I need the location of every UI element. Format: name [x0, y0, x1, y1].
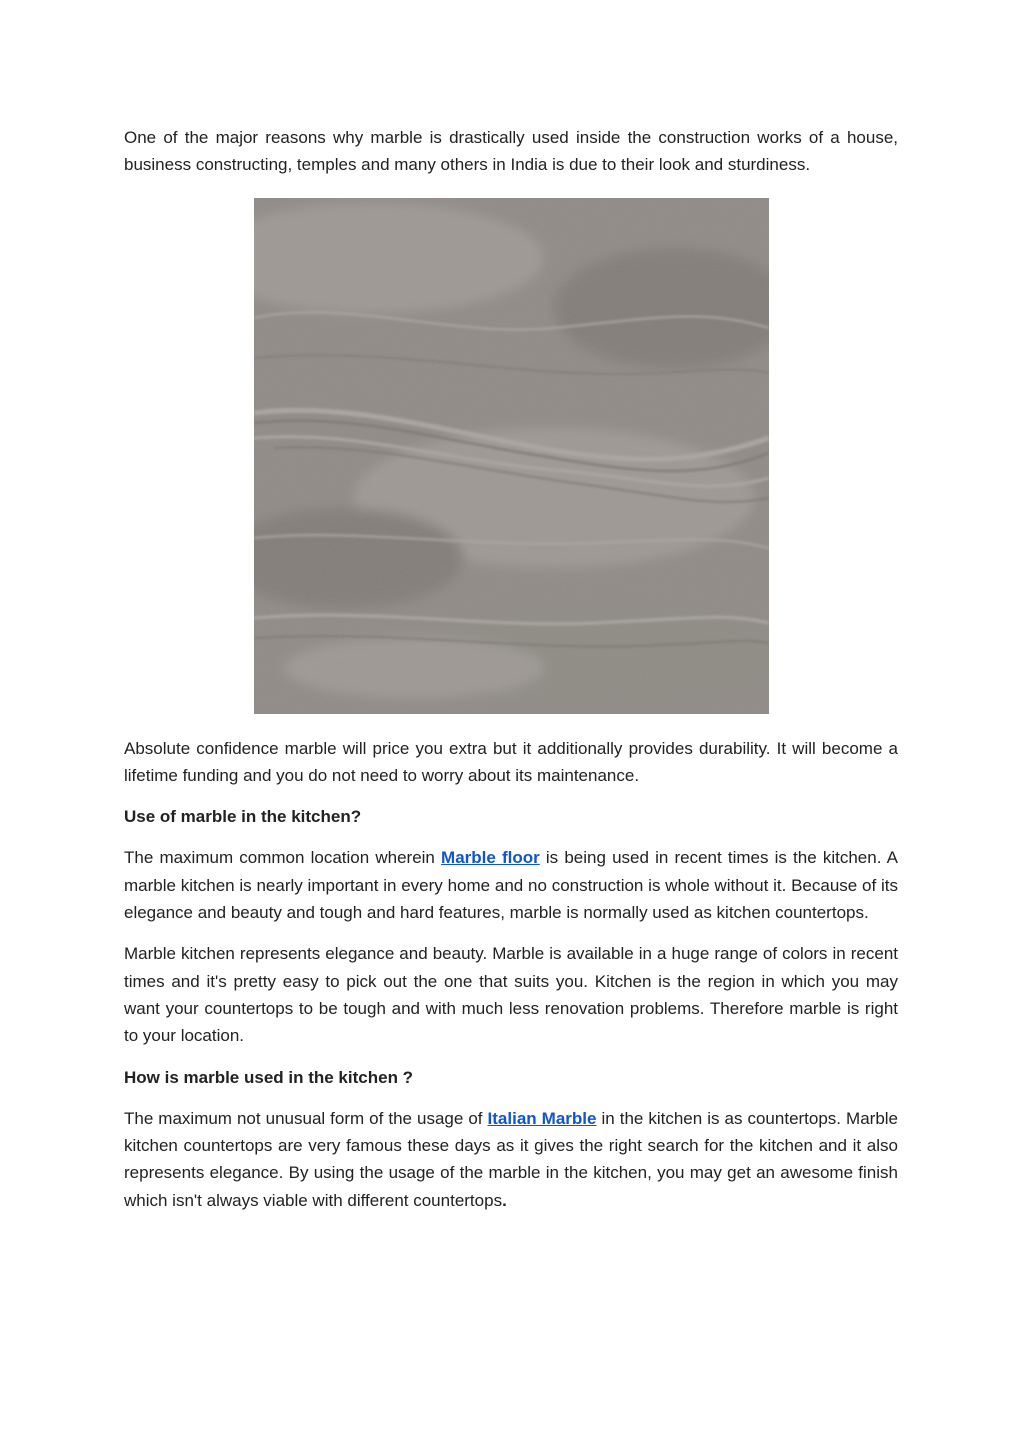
- marble-texture-svg: [254, 198, 769, 714]
- heading-marble-in-kitchen: [124, 803, 898, 830]
- marble-floor-link[interactable]: Marble floor: [441, 848, 540, 868]
- usage-text-after-link: in the kitchen is as countertops. Marble kitchen countertops are very famous these days as it gives the right search for the kitchen and it also represents elegance. By using the usage of the marble in the kitchen, you may get an awesome finish which isn't always viable with different countertops: [124, 1108, 899, 1210]
- document-page: [124, 124, 898, 1214]
- confidence-paragraph: Absolute confidence marble will price you extra but it additionally provides durability. It will become a lifetime funding and you do not need to worry about its maintenance.: [124, 738, 898, 785]
- marble-texture-image: [254, 198, 769, 714]
- usage-text-before-link: The maximum not unusual form of the usage of: [124, 1108, 488, 1128]
- heading-1-text: Use of marble in the kitchen?: [124, 807, 362, 827]
- elegance-paragraph: Marble kitchen represents elegance and beauty. Marble is available in a huge range of colors in recent times and it's pretty easy to pick out the one that suits you. Kitchen is the region in which you may want your countertops to be tough and with much less renovation problems. Therefore marble is right to your location.: [124, 944, 898, 1046]
- usage-paragraph: [124, 1105, 898, 1214]
- kitchen-text-before-link: The maximum common location wherein: [124, 848, 442, 868]
- kitchen-paragraph: [124, 844, 898, 926]
- italian-marble-link[interactable]: Italian Marble: [487, 1108, 597, 1128]
- heading-2-text: How is marble used in the kitchen ?: [124, 1067, 414, 1087]
- usage-end-mark: .: [502, 1190, 507, 1210]
- heading-how-marble-used: [124, 1064, 898, 1091]
- intro-paragraph: One of the major reasons why marble is drastically used inside the construction works of a house, business constructing, temples and many others in India is due to their look and sturdiness.: [124, 128, 898, 175]
- kitchen-text-after-link: is being used in recent times is the kitchen. A marble kitchen is nearly important in every home and no construction is whole without it. Because of its elegance and beauty and tough and hard features, marble is normally used as kitchen countertops.: [124, 848, 898, 923]
